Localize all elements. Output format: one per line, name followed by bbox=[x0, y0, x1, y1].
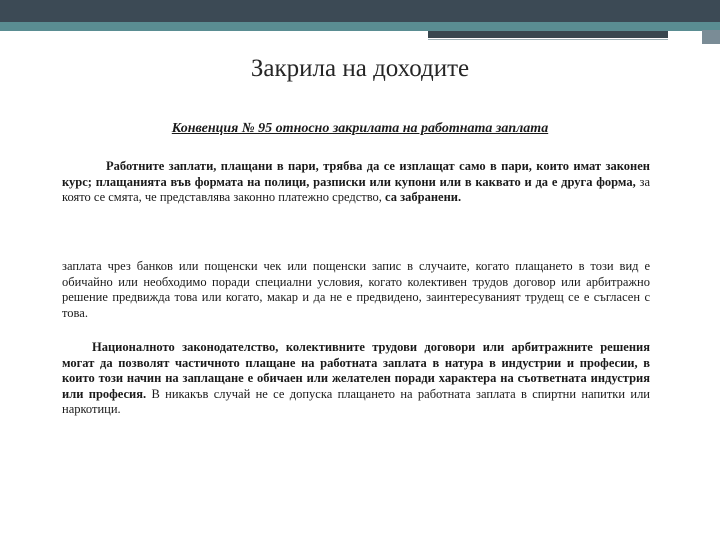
paragraph-bank-payment: заплата чрез банков или пощенски чек или пощенски запис в случаите, когато плащането в този вид е обичайно или необходимо поради специални условия, когато колективен трудов договор или арбитражно решение предвижда това или когато, макар и да не е предвидено, заинтересуваният трудещ се е съгласен с това. bbox=[62, 259, 650, 320]
header-end-cap bbox=[702, 30, 720, 44]
header-accent-bar bbox=[428, 31, 668, 38]
paragraph-1-normal-text: за която се смята, че представлява законно платежно средство, bbox=[62, 174, 651, 204]
slide-subtitle: Конвенция № 95 относно закрилата на работната заплата bbox=[171, 121, 549, 136]
slide-title: Закрила на доходите bbox=[250, 55, 470, 82]
header-thin-line bbox=[428, 39, 668, 40]
paragraph-3-bold-text: Националното законодателство, колективните трудови договори или арбитражните решения могат да позволят частичното плащане на работната заплата в натура в индустрии и професии, в които този начин на заплащане е обичаен или желателен поради характера на съответната индустрия или професия. bbox=[62, 340, 650, 401]
paragraph-cash-payment bbox=[62, 159, 650, 206]
paragraph-3-normal-text: В никакъв случай не се допуска плащането на работната заплата в спиртни напитки или наркотици. bbox=[62, 386, 650, 416]
paragraph-payment-in-kind bbox=[62, 340, 650, 418]
header-band bbox=[0, 0, 720, 22]
paragraph-1-bold-text: Работните заплати, плащани в пари, трябва да се изплащат само в пари, които имат законен курс; плащанията във формата на полици, разписки или купони или в каквато и да е друга форма, bbox=[62, 159, 650, 189]
paragraph-1-tail-text: са забранени. bbox=[385, 190, 462, 204]
header-teal-line bbox=[0, 22, 720, 31]
